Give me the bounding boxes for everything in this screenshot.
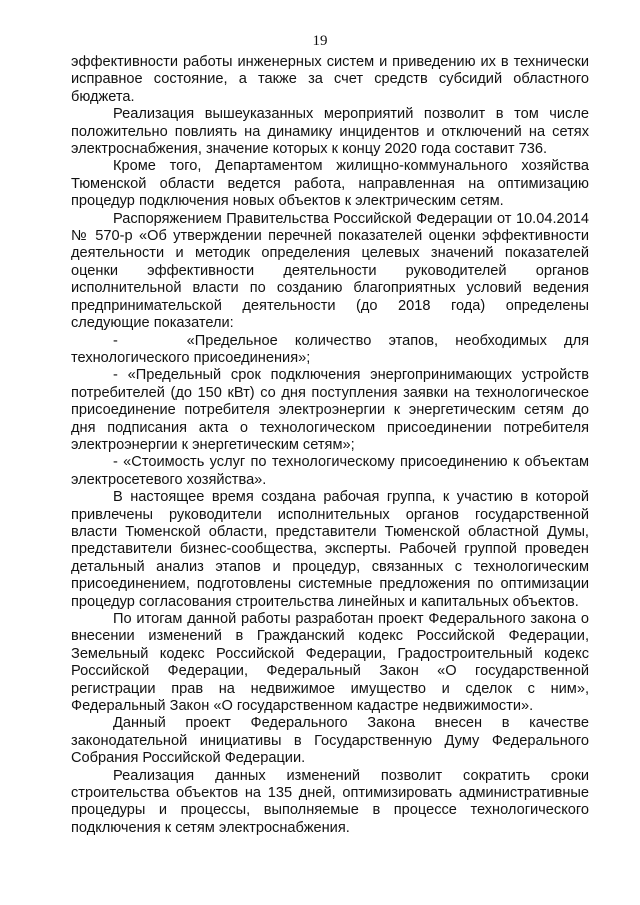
paragraph: В настоящее время создана рабочая группа, к участию в которой привлечены руководители исполнительных органов государственной власти Тюменской области, представители Тюменской областной Думы, представители бизнес-сообщества, эксперты. Рабочей группой проведен детальный анализ этапов и процедур, связанных с технологическим присоединением, подготовлены системные предложения по оптимизации процедур согласования строительства линейных и капитальных объектов. bbox=[71, 489, 589, 610]
paragraph: эффективности работы инженерных систем и приведению их в технически исправное состояние, а также за счет средств субсидий областного бюджета. bbox=[71, 54, 589, 105]
paragraph: Кроме того, Департаментом жилищно-коммунального хозяйства Тюменской области ведется работа, направленная на оптимизацию процедур подключения новых объектов к электрическим сетям. bbox=[71, 158, 589, 210]
paragraph: Данный проект Федерального Закона внесен в качестве законодательной инициативы в Государственную Думу Федерального Собрания Российской Федерации. bbox=[71, 715, 589, 767]
page-number: 19 bbox=[312, 33, 328, 49]
list-item: - «Предельное количество этапов, необходимых для технологического присоединения»; bbox=[71, 332, 589, 366]
paragraph: По итогам данной работы разработан проект Федерального закона о внесении изменений в Гражданский кодекс Российской Федерации, Земельный кодекс Российской Федерации, Градостроительный кодекс Российской Федерации, Федеральный Закон «О государственной регистрации прав на недвижимое имущество и сделок с ним», Федеральный Закон «О государственном кадастре недвижимости». bbox=[71, 611, 589, 715]
document-body bbox=[71, 54, 589, 837]
list-item: - «Стоимость услуг по технологическому присоединению к объектам электросетевого хозяйства». bbox=[71, 454, 589, 488]
paragraph: Реализация вышеуказанных мероприятий позволит в том числе положительно повлиять на динамику инцидентов и отключений на сетях электроснабжения, значение которых к концу 2020 года составит 736. bbox=[71, 106, 589, 158]
list-item: - «Предельный срок подключения энергопринимающих устройств потребителей (до 150 кВт) со дня поступления заявки на технологическое присоединение потребителя электроэнергии к энергетическим сетям до дня подписания акта о технологическом присоединении потребителя электроэнергии к энергетическим сетям»; bbox=[71, 367, 589, 453]
paragraph: Распоряжением Правительства Российской Федерации от 10.04.2014 № 570-р «Об утверждении перечней показателей оценки эффективности деятельности и методик определения целевых значений показателей оценки эффективности деятельности руководителей органов исполнительной власти по созданию благоприятных условий ведения предпринимательской деятельности (до 2018 года) определены следующие показатели: bbox=[71, 210, 589, 332]
paragraph: Реализация данных изменений позволит сократить сроки строительства объектов на 135 дней, оптимизировать административные процедуры и процессы, выполняемые в процессе технологического подключения к сетям электроснабжения. bbox=[71, 767, 589, 836]
